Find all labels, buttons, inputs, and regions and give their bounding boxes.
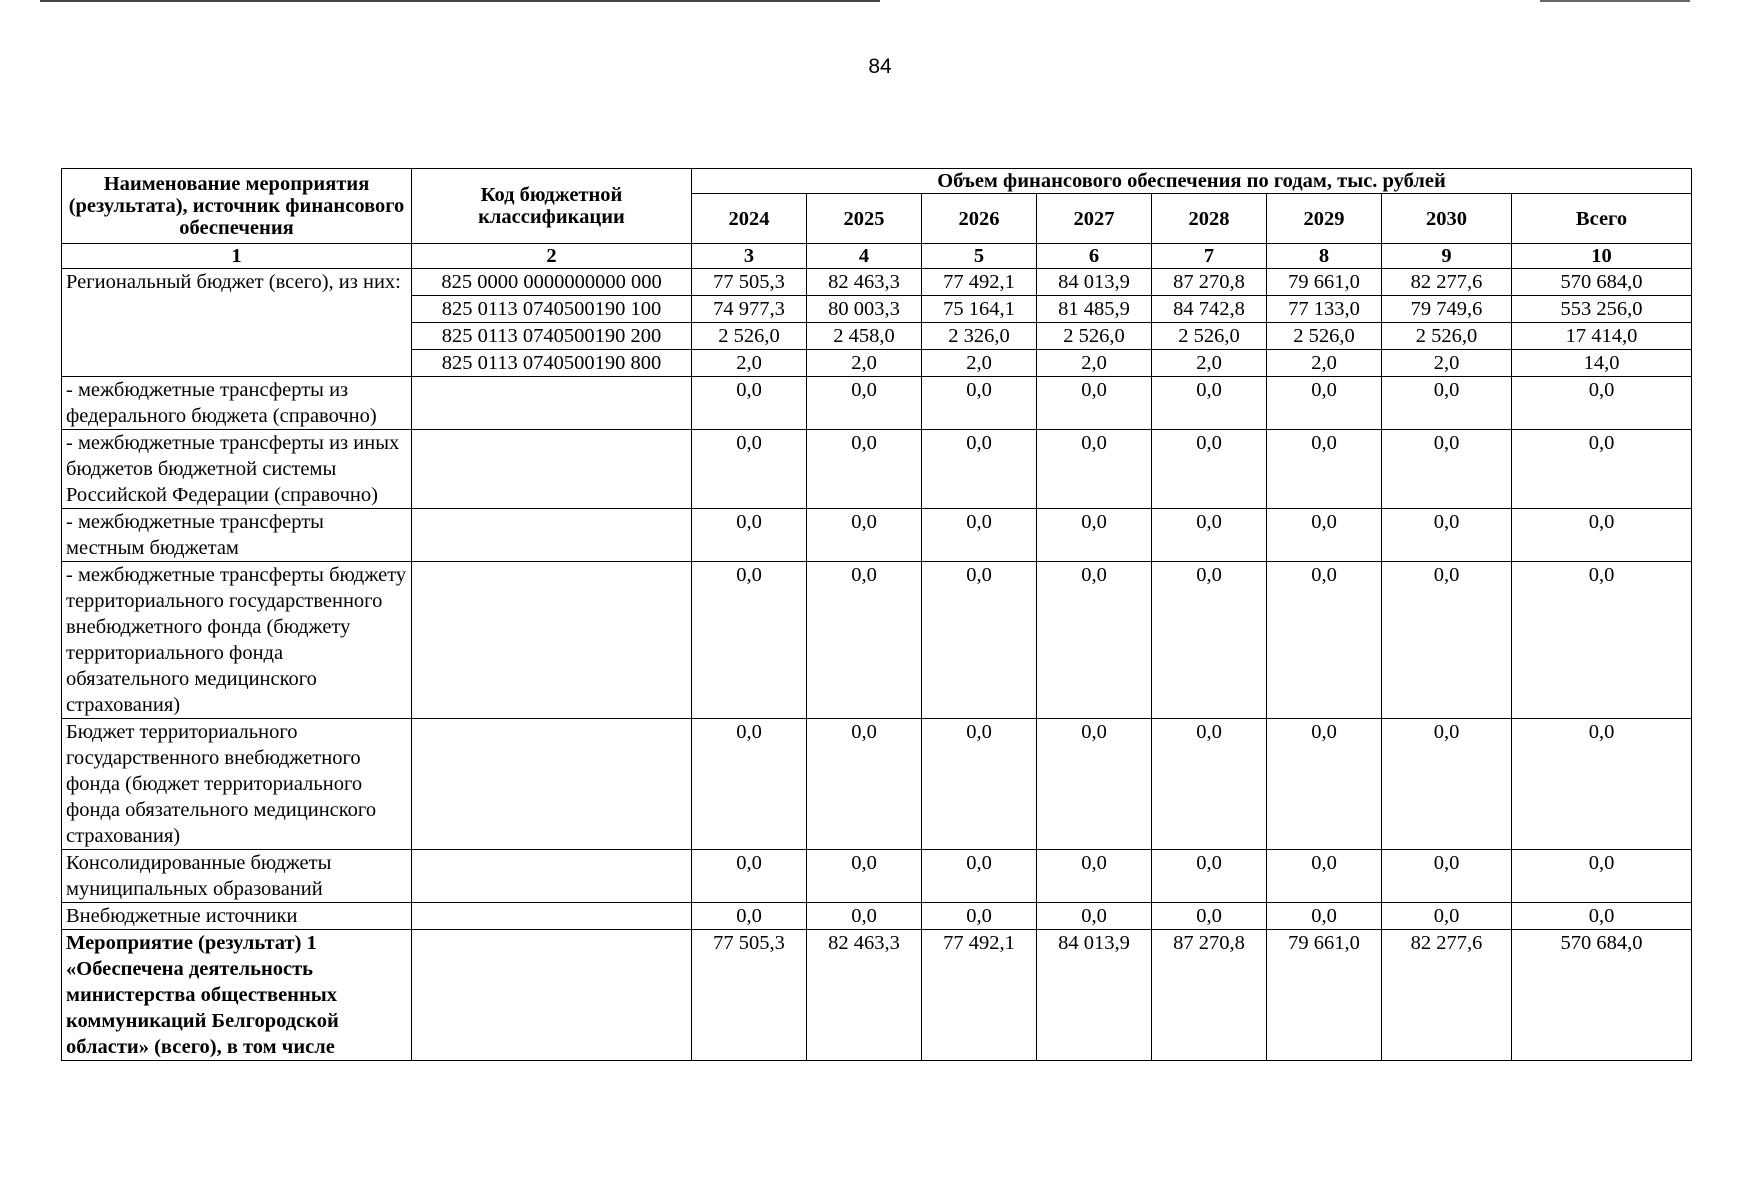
value-cell: 0,0 (922, 430, 1037, 509)
value-cell: 77 492,1 (922, 930, 1037, 1061)
value-cell: 0,0 (922, 719, 1037, 850)
value-cell: 2 326,0 (922, 323, 1037, 350)
value-cell: 2 526,0 (1152, 323, 1267, 350)
value-cell: 2 526,0 (1267, 323, 1382, 350)
header-code: Код бюджетной классификации (412, 169, 692, 244)
total-cell: 14,0 (1512, 350, 1692, 377)
total-cell: 0,0 (1512, 719, 1692, 850)
value-cell: 0,0 (1152, 509, 1267, 562)
page-number: 84 (868, 55, 892, 78)
header-year: 2029 (1267, 194, 1382, 244)
column-number: 7 (1152, 244, 1267, 269)
table-row (62, 377, 1692, 430)
value-cell: 87 270,8 (1152, 269, 1267, 296)
value-cell: 0,0 (1152, 562, 1267, 719)
row-name: Внебюджетные источники (62, 903, 412, 930)
value-cell: 75 164,1 (922, 296, 1037, 323)
budget-code: 825 0113 0740500190 200 (412, 323, 692, 350)
row-name: - межбюджетные трансферты из иных бюджетов бюджетной системы Российской Федерации (справочно) (62, 430, 412, 509)
value-cell: 0,0 (922, 903, 1037, 930)
header-year: 2027 (1037, 194, 1152, 244)
row-name: - межбюджетные трансферты бюджету территориального государственного внебюджетного фонда (бюджету территориального фонда обязательного медицинского страхования) (62, 562, 412, 719)
column-number: 4 (807, 244, 922, 269)
budget-code (412, 930, 692, 1061)
value-cell: 0,0 (1382, 377, 1512, 430)
budget-code (412, 430, 692, 509)
budget-code (412, 903, 692, 930)
total-cell: 570 684,0 (1512, 269, 1692, 296)
value-cell: 82 463,3 (807, 930, 922, 1061)
value-cell: 0,0 (1152, 903, 1267, 930)
total-cell: 0,0 (1512, 430, 1692, 509)
value-cell: 87 270,8 (1152, 930, 1267, 1061)
financing-table (61, 168, 1692, 1061)
total-cell: 0,0 (1512, 377, 1692, 430)
budget-code (412, 509, 692, 562)
value-cell: 2,0 (807, 350, 922, 377)
budget-code (412, 562, 692, 719)
value-cell: 0,0 (692, 719, 807, 850)
budget-code: 825 0113 0740500190 800 (412, 350, 692, 377)
table-row (62, 903, 1692, 930)
value-cell: 0,0 (922, 562, 1037, 719)
value-cell: 79 661,0 (1267, 930, 1382, 1061)
header-year: 2030 (1382, 194, 1512, 244)
value-cell: 0,0 (1152, 719, 1267, 850)
row-name: Мероприятие (результат) 1 «Обеспечена деятельность министерства общественных коммуникаций Белгородской области» (всего), в том числе (62, 930, 412, 1061)
column-number-row (62, 244, 1692, 269)
total-cell: 0,0 (1512, 562, 1692, 719)
value-cell: 0,0 (692, 430, 807, 509)
value-cell: 0,0 (692, 850, 807, 903)
table-row (62, 430, 1692, 509)
value-cell: 79 749,6 (1382, 296, 1512, 323)
value-cell: 2 526,0 (1382, 323, 1512, 350)
top-scan-rule-right (1540, 0, 1690, 2)
value-cell: 74 977,3 (692, 296, 807, 323)
table-row (62, 269, 1692, 296)
header-year: 2024 (692, 194, 807, 244)
value-cell: 0,0 (807, 719, 922, 850)
value-cell: 0,0 (1037, 430, 1152, 509)
table-row (62, 562, 1692, 719)
top-scan-rule (40, 0, 880, 2)
value-cell: 77 133,0 (1267, 296, 1382, 323)
value-cell: 2,0 (922, 350, 1037, 377)
value-cell: 0,0 (1037, 377, 1152, 430)
value-cell: 0,0 (1382, 903, 1512, 930)
budget-code: 825 0000 0000000000 000 (412, 269, 692, 296)
value-cell: 84 742,8 (1152, 296, 1267, 323)
value-cell: 0,0 (1382, 719, 1512, 850)
value-cell: 2,0 (1152, 350, 1267, 377)
value-cell: 0,0 (807, 509, 922, 562)
table-row (62, 930, 1692, 1061)
value-cell: 2,0 (1267, 350, 1382, 377)
value-cell: 79 661,0 (1267, 269, 1382, 296)
header-name: Наименование мероприятия (результата), источник финансового обеспечения (62, 169, 412, 244)
value-cell: 0,0 (922, 377, 1037, 430)
total-cell: 570 684,0 (1512, 930, 1692, 1061)
table-row (62, 719, 1692, 850)
column-number: 6 (1037, 244, 1152, 269)
total-cell: 0,0 (1512, 850, 1692, 903)
column-number: 3 (692, 244, 807, 269)
value-cell: 0,0 (1152, 377, 1267, 430)
value-cell: 84 013,9 (1037, 930, 1152, 1061)
value-cell: 2,0 (1037, 350, 1152, 377)
value-cell: 0,0 (1382, 509, 1512, 562)
row-name: Консолидированные бюджеты муниципальных образований (62, 850, 412, 903)
value-cell: 0,0 (807, 850, 922, 903)
value-cell: 0,0 (1037, 509, 1152, 562)
value-cell: 82 463,3 (807, 269, 922, 296)
value-cell: 0,0 (1037, 562, 1152, 719)
value-cell: 2,0 (692, 350, 807, 377)
total-cell: 0,0 (1512, 509, 1692, 562)
detail-rows (62, 377, 1692, 1061)
value-cell: 0,0 (1382, 430, 1512, 509)
value-cell: 0,0 (1267, 903, 1382, 930)
value-cell: 0,0 (1267, 562, 1382, 719)
value-cell: 0,0 (922, 850, 1037, 903)
budget-code: 825 0113 0740500190 100 (412, 296, 692, 323)
value-cell: 0,0 (1037, 850, 1152, 903)
table-row (62, 509, 1692, 562)
value-cell: 0,0 (1267, 850, 1382, 903)
value-cell: 0,0 (1037, 719, 1152, 850)
value-cell: 77 505,3 (692, 269, 807, 296)
column-number: 8 (1267, 244, 1382, 269)
column-number: 5 (922, 244, 1037, 269)
value-cell: 80 003,3 (807, 296, 922, 323)
total-cell: 553 256,0 (1512, 296, 1692, 323)
value-cell: 82 277,6 (1382, 269, 1512, 296)
value-cell: 0,0 (692, 903, 807, 930)
header-year: 2026 (922, 194, 1037, 244)
column-number: 2 (412, 244, 692, 269)
total-cell: 0,0 (1512, 903, 1692, 930)
column-number: 9 (1382, 244, 1512, 269)
value-cell: 0,0 (1267, 719, 1382, 850)
table-row (62, 850, 1692, 903)
value-cell: 0,0 (807, 562, 922, 719)
total-cell: 17 414,0 (1512, 323, 1692, 350)
value-cell: 77 505,3 (692, 930, 807, 1061)
budget-code (412, 377, 692, 430)
value-cell: 77 492,1 (922, 269, 1037, 296)
value-cell: 0,0 (1267, 430, 1382, 509)
value-cell: 0,0 (1382, 850, 1512, 903)
value-cell: 0,0 (1152, 850, 1267, 903)
value-cell: 0,0 (692, 562, 807, 719)
header-year: 2025 (807, 194, 922, 244)
value-cell: 84 013,9 (1037, 269, 1152, 296)
budget-code (412, 850, 692, 903)
value-cell: 0,0 (1382, 562, 1512, 719)
value-cell: 2 526,0 (692, 323, 807, 350)
value-cell: 0,0 (922, 509, 1037, 562)
header-volume: Объем финансового обеспечения по годам, тыс. рублей (692, 169, 1692, 194)
value-cell: 0,0 (692, 509, 807, 562)
value-cell: 81 485,9 (1037, 296, 1152, 323)
value-cell: 0,0 (1152, 430, 1267, 509)
value-cell: 2 458,0 (807, 323, 922, 350)
value-cell: 0,0 (1267, 509, 1382, 562)
value-cell: 0,0 (807, 430, 922, 509)
value-cell: 2 526,0 (1037, 323, 1152, 350)
value-cell: 0,0 (692, 377, 807, 430)
value-cell: 0,0 (1037, 903, 1152, 930)
value-cell: 0,0 (1267, 377, 1382, 430)
row-name-regional: Региональный бюджет (всего), из них: (62, 269, 412, 377)
row-name: Бюджет территориального государственного внебюджетного фонда (бюджет территориального фонда обязательного медицинского страхования) (62, 719, 412, 850)
value-cell: 82 277,6 (1382, 930, 1512, 1061)
budget-code (412, 719, 692, 850)
row-name: - межбюджетные трансферты местным бюджетам (62, 509, 412, 562)
value-cell: 0,0 (807, 903, 922, 930)
header-year: 2028 (1152, 194, 1267, 244)
value-cell: 0,0 (807, 377, 922, 430)
row-name: - межбюджетные трансферты из федерального бюджета (справочно) (62, 377, 412, 430)
value-cell: 2,0 (1382, 350, 1512, 377)
column-number: 1 (62, 244, 412, 269)
column-number: 10 (1512, 244, 1692, 269)
header-total: Всего (1512, 194, 1692, 244)
